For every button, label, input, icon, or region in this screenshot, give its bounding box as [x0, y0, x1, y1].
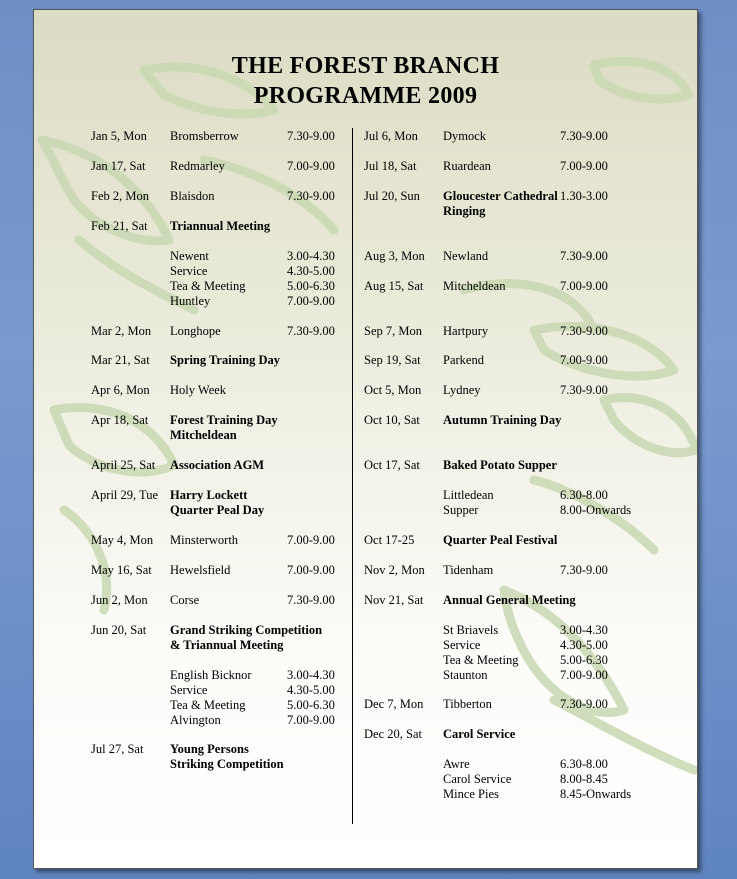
event-date: Jul 20, Sun — [364, 189, 420, 203]
event-date: Mar 2, Mon — [91, 324, 152, 338]
event-date: Dec 7, Mon — [364, 697, 424, 711]
event-title-line: Ruardean — [443, 159, 491, 173]
event-title-line: Hewelsfield — [170, 563, 231, 577]
event-date: Oct 17-25 — [364, 533, 415, 547]
event-date: Apr 18, Sat — [91, 413, 149, 427]
event-time: 7.30-9.00 — [287, 129, 335, 143]
event-time: 7.30-9.00 — [287, 324, 335, 338]
event-title — [170, 458, 264, 473]
event-title-line: Spring Training Day — [170, 353, 280, 367]
schedule-time: 4.30-5.00 — [560, 638, 608, 652]
event-title — [443, 279, 505, 294]
schedule-time: 4.30-5.00 — [287, 683, 335, 697]
event-title-line: Tidenham — [443, 563, 494, 577]
event-title-line: Redmarley — [170, 159, 225, 173]
event-time: 7.00-9.00 — [287, 159, 335, 173]
event-title-line: Grand Striking Competition — [170, 623, 323, 637]
event-title — [443, 563, 493, 578]
event-title-line: Harry Lockett — [170, 488, 248, 502]
schedule-label: Mince Pies — [443, 787, 499, 801]
event-title-line: Forest Training Day — [170, 413, 278, 427]
event-title — [443, 189, 558, 219]
programme-page — [33, 9, 698, 869]
event-date: May 16, Sat — [91, 563, 152, 577]
event-title-line: Longhope — [170, 324, 221, 338]
event-title-line: Blaisdon — [170, 189, 215, 203]
event-title-line: Newland — [443, 249, 489, 263]
event-title-line: Tibberton — [443, 697, 492, 711]
event-title-line: Quarter Peal Festival — [443, 533, 558, 547]
event-title — [443, 697, 492, 712]
schedule-label: Tea & Meeting — [170, 279, 246, 293]
event-title-line: Bromsberrow — [170, 129, 239, 143]
event-title-line: Corse — [170, 593, 200, 607]
event-date: Aug 15, Sat — [364, 279, 424, 293]
schedule-time: 3.00-4.30 — [560, 623, 608, 637]
event-title-line: Baked Potato Supper — [443, 458, 557, 472]
schedule-label: Tea & Meeting — [170, 698, 246, 712]
event-date: April 29, Tue — [91, 488, 159, 502]
schedule-label: Service — [170, 264, 208, 278]
event-date: Mar 21, Sat — [91, 353, 150, 367]
event-date: Jun 20, Sat — [91, 623, 147, 637]
event-time: 7.30-9.00 — [560, 563, 608, 577]
schedule-time: 5.00-6.30 — [560, 653, 608, 667]
event-title-line: Carol Service — [443, 727, 516, 741]
event-title — [170, 413, 278, 443]
event-date: Nov 2, Mon — [364, 563, 425, 577]
event-title — [170, 324, 221, 339]
event-date: Sep 19, Sat — [364, 353, 421, 367]
column-divider — [352, 128, 353, 824]
schedule-label: Huntley — [170, 294, 211, 308]
event-date: Aug 3, Mon — [364, 249, 425, 263]
schedule-label: Awre — [443, 757, 470, 771]
event-title-line: Hartpury — [443, 324, 489, 338]
schedule-time: 8.00-Onwards — [560, 503, 632, 517]
event-time: 7.30-9.00 — [287, 593, 335, 607]
event-date: May 4, Mon — [91, 533, 154, 547]
schedule-label: Littledean — [443, 488, 494, 502]
event-title-line: Mitcheldean — [170, 428, 237, 442]
schedule-time: 3.00-4.30 — [287, 668, 335, 682]
event-time: 1.30-3.00 — [560, 189, 608, 203]
event-title — [170, 129, 239, 144]
event-title — [443, 727, 515, 742]
event-time: 7.00-9.00 — [287, 533, 335, 547]
event-time: 7.00-9.00 — [287, 563, 335, 577]
schedule-time: 5.00-6.30 — [287, 279, 335, 293]
event-date: April 25, Sat — [91, 458, 156, 472]
schedule-label: Newent — [170, 249, 209, 263]
event-title — [443, 324, 488, 339]
schedule-time: 5.00-6.30 — [287, 698, 335, 712]
event-title — [170, 383, 226, 398]
schedule-label: Alvington — [170, 713, 221, 727]
event-title — [170, 593, 199, 608]
event-title — [443, 129, 486, 144]
event-title-line: Dymock — [443, 129, 487, 143]
event-title — [443, 383, 481, 398]
event-title-line: Minsterworth — [170, 533, 239, 547]
event-title-line: Lydney — [443, 383, 481, 397]
event-title — [443, 353, 484, 368]
schedule-time: 6.30-8.00 — [560, 757, 608, 771]
event-title — [443, 533, 557, 548]
event-title-line: Ringing — [443, 204, 486, 218]
event-title-line: Striking Competition — [170, 757, 284, 771]
schedule-label: Carol Service — [443, 772, 512, 786]
event-title-line: Triannual Meeting — [170, 219, 271, 233]
event-date: Feb 2, Mon — [91, 189, 149, 203]
schedule-time: 8.00-8.45 — [560, 772, 608, 786]
event-time: 7.30-9.00 — [287, 189, 335, 203]
event-title-line: & Triannual Meeting — [170, 638, 284, 652]
event-time: 7.30-9.00 — [560, 383, 608, 397]
event-time: 7.30-9.00 — [560, 249, 608, 263]
schedule-time: 6.30-8.00 — [560, 488, 608, 502]
event-time: 7.00-9.00 — [560, 353, 608, 367]
event-date: Oct 17, Sat — [364, 458, 420, 472]
event-title — [443, 458, 557, 473]
schedule-time: 7.00-9.00 — [287, 713, 335, 727]
event-date: Jan 5, Mon — [91, 129, 147, 143]
event-date: Feb 21, Sat — [91, 219, 148, 233]
event-date: Jan 17, Sat — [91, 159, 146, 173]
event-title-line: Mitcheldean — [443, 279, 506, 293]
event-title-line: Gloucester Cathedral — [443, 189, 558, 203]
event-title — [170, 219, 270, 234]
event-title — [443, 159, 491, 174]
event-time: 7.30-9.00 — [560, 324, 608, 338]
schedule-label: Service — [170, 683, 208, 697]
schedule-label: Supper — [443, 503, 479, 517]
event-title — [170, 353, 280, 368]
event-title-line: Parkend — [443, 353, 484, 367]
event-date: Dec 20, Sat — [364, 727, 422, 741]
event-time: 7.00-9.00 — [560, 159, 608, 173]
event-date: Jun 2, Mon — [91, 593, 148, 607]
schedule-time: 4.30-5.00 — [287, 264, 335, 278]
event-title — [170, 623, 322, 653]
event-title — [170, 488, 264, 518]
schedule-label: St Briavels — [443, 623, 499, 637]
event-title — [170, 533, 238, 548]
event-title — [170, 189, 214, 204]
event-time: 7.00-9.00 — [560, 279, 608, 293]
page-title-line-1: THE FOREST BRANCH — [231, 53, 500, 79]
event-date: Nov 21, Sat — [364, 593, 424, 607]
event-title — [170, 159, 225, 174]
schedule-time: 8.45-Onwards — [560, 787, 632, 801]
event-date: Oct 5, Mon — [364, 383, 422, 397]
schedule-time: 7.00-9.00 — [287, 294, 335, 308]
event-title-line: Autumn Training Day — [443, 413, 562, 427]
event-date: Apr 6, Mon — [91, 383, 150, 397]
event-date: Sep 7, Mon — [364, 324, 422, 338]
event-title-line: Association AGM — [170, 458, 265, 472]
event-date: Oct 10, Sat — [364, 413, 420, 427]
event-date: Jul 6, Mon — [364, 129, 418, 143]
event-title — [170, 742, 284, 772]
event-date: Jul 18, Sat — [364, 159, 417, 173]
schedule-label: English Bicknor — [170, 668, 252, 682]
event-time: 7.30-9.00 — [560, 129, 608, 143]
event-title — [170, 563, 230, 578]
schedule-label: Tea & Meeting — [443, 653, 519, 667]
schedule-time: 7.00-9.00 — [560, 668, 608, 682]
event-title-line: Quarter Peal Day — [170, 503, 265, 517]
event-title — [443, 593, 576, 608]
event-title — [443, 413, 561, 428]
event-title-line: Annual General Meeting — [443, 593, 576, 607]
event-date: Jul 27, Sat — [91, 742, 144, 756]
event-time: 7.30-9.00 — [560, 697, 608, 711]
schedule-time: 3.00-4.30 — [287, 249, 335, 263]
event-title — [443, 249, 488, 264]
event-title-line: Holy Week — [170, 383, 227, 397]
event-title-line: Young Persons — [170, 742, 249, 756]
page-title-line-2: PROGRAMME 2009 — [253, 83, 478, 109]
schedule-label: Service — [443, 638, 481, 652]
schedule-label: Staunton — [443, 668, 488, 682]
